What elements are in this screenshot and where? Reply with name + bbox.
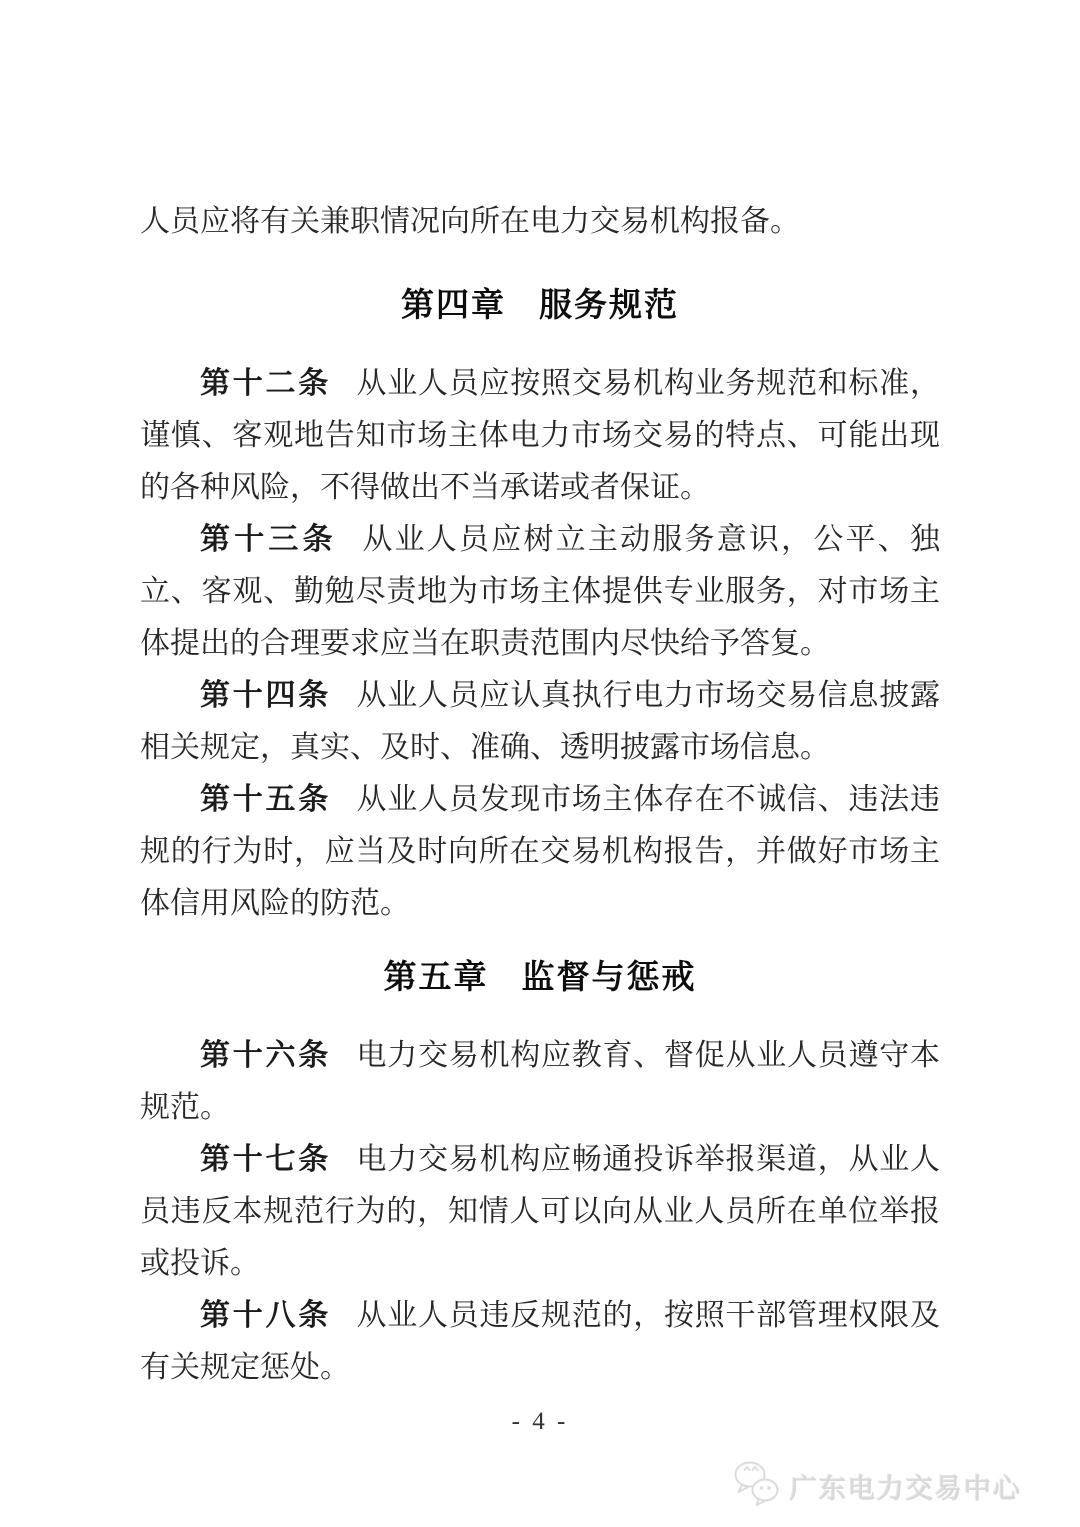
continuation-paragraph: 人员应将有关兼职情况向所在电力交易机构报备。 bbox=[140, 205, 800, 238]
article-14 bbox=[140, 670, 940, 774]
article-text: 电力交易机构应畅通投诉举报渠道，从业人员违反本规范行为的，知情人可以向从业人员所在单位举报或投诉。 bbox=[140, 1143, 940, 1280]
watermark-text: 广东电力交易中心 bbox=[790, 1474, 1022, 1504]
article-number: 第十五条 bbox=[200, 783, 331, 816]
article-18 bbox=[140, 1290, 940, 1394]
article-text: 从业人员应认真执行电力市场交易信息披露相关规定，真实、及时、准确、透明披露市场信息。 bbox=[140, 679, 940, 764]
chapter-title: 监督与惩戒 bbox=[521, 958, 697, 995]
article-17 bbox=[140, 1134, 940, 1290]
chapter-label: 第四章 bbox=[401, 286, 506, 323]
article-number: 第十四条 bbox=[200, 679, 331, 712]
article-number: 第十八条 bbox=[200, 1299, 331, 1332]
document-body bbox=[140, 196, 940, 1394]
article-text: 从业人员违反规范的，按照干部管理权限及有关规定惩处。 bbox=[140, 1299, 940, 1384]
article-text: 从业人员发现市场主体存在不诚信、违法违规的行为时，应当及时向所在交易机构报告，并做好市场主体信用风险的防范。 bbox=[140, 783, 940, 920]
article-number: 第十三条 bbox=[200, 523, 337, 556]
article-15 bbox=[140, 774, 940, 930]
article-13 bbox=[140, 514, 940, 670]
article-text: 电力交易机构应教育、督促从业人员遵守本规范。 bbox=[140, 1039, 940, 1124]
article-text: 从业人员应按照交易机构业务规范和标准，谨慎、客观地告知市场主体电力市场交易的特点、可能出现的各种风险，不得做出不当承诺或者保证。 bbox=[140, 367, 940, 504]
chapter-heading-5 bbox=[140, 954, 940, 1000]
watermark bbox=[732, 1460, 1022, 1513]
article-number: 第十二条 bbox=[200, 367, 331, 400]
chapter-heading-4 bbox=[140, 282, 940, 328]
article-16 bbox=[140, 1030, 940, 1134]
article-text: 从业人员应树立主动服务意识，公平、独立、客观、勤勉尽责地为市场主体提供专业服务，对市场主体提出的合理要求应当在职责范围内尽快给予答复。 bbox=[140, 523, 941, 660]
article-12 bbox=[140, 358, 940, 514]
chapter-title: 服务规范 bbox=[539, 286, 679, 323]
page-number: - 4 - bbox=[511, 1408, 569, 1435]
article-number: 第十七条 bbox=[200, 1143, 331, 1176]
chapter-label: 第五章 bbox=[383, 958, 489, 995]
wechat-icon bbox=[732, 1460, 782, 1513]
article-number: 第十六条 bbox=[200, 1039, 331, 1072]
